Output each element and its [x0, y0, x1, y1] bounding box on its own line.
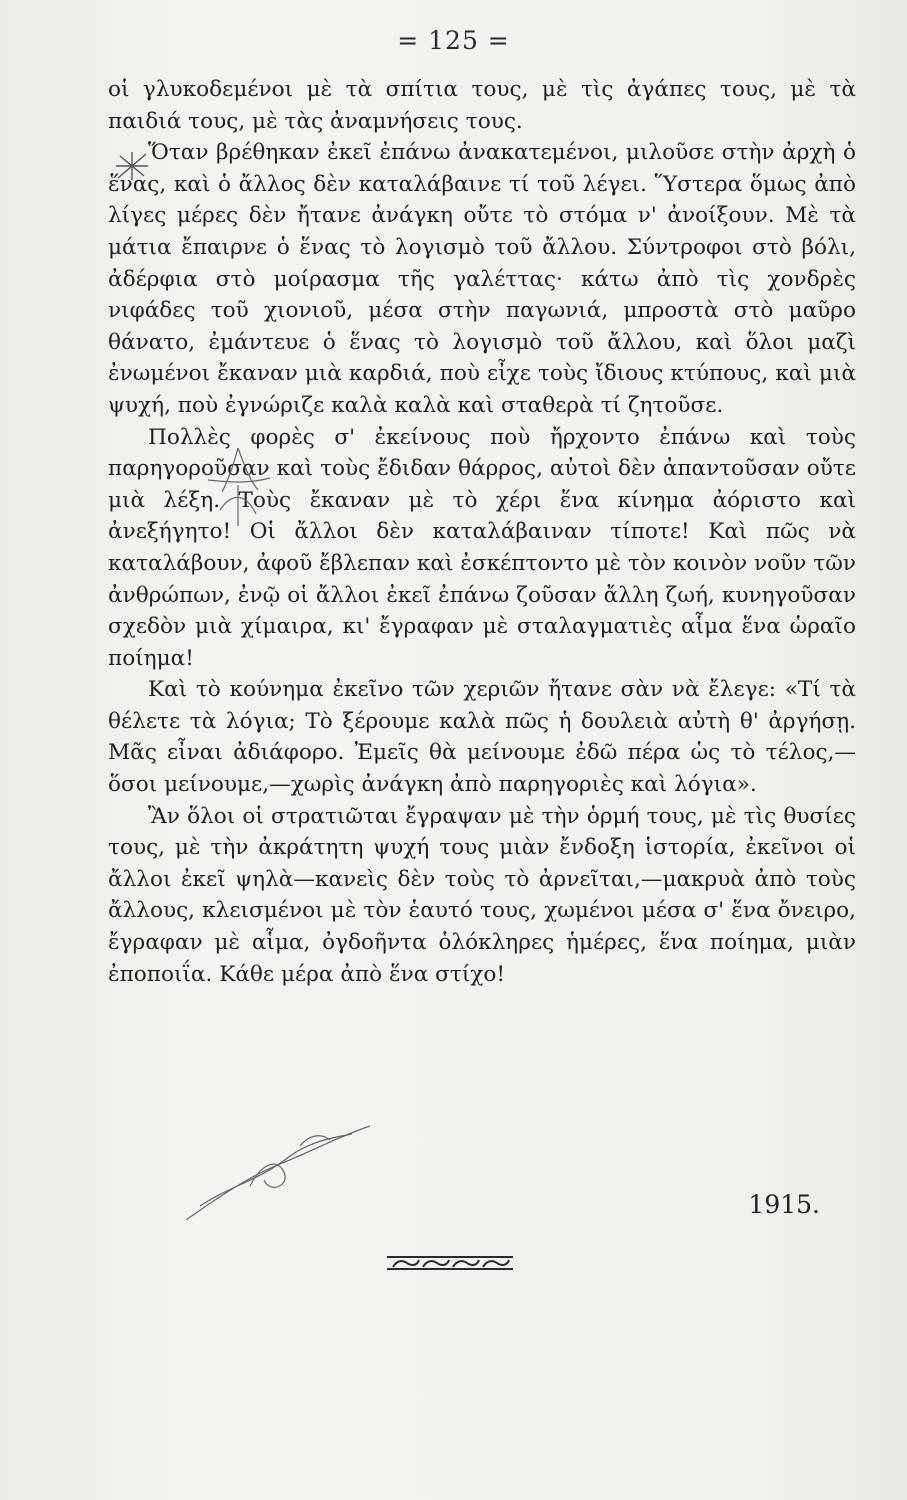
paragraph: Πολλὲς φορὲς σ' ἐκείνους ποὺ ἤρχοντο ἐπάνω καὶ τοὺς παρηγοροῦσαν καὶ τοὺς ἔδιδαν θάρρος, αὐτοὶ δὲν ἀπαντοῦσαν οὔτε μιὰ λέξη. Τοὺς ἔκαναν μὲ τὸ χέρι ἕνα κίνημα ἀόριστο καὶ ἀνεξήγητο! Οἱ ἄλλοι δὲν καταλάβαιναν τίποτε! Καὶ πῶς νὰ καταλάβουν, ἀφοῦ ἔβλεπαν καὶ ἐσκέπτοντο μὲ τὸν κοινὸν νοῦν τῶν ἀνθρώπων, ἐνῷ οἱ ἄλλοι ἐκεῖ ἐπάνω ζοῦσαν ἄλλη ζωή, κυνηγοῦσαν σχεδὸν μιὰ χίμαιρα, κι' ἔγραφαν μὲ σταλαγματιὲς αἷμα ἕνα ὡραῖο ποίημα! — [108, 424, 856, 671]
paragraph: οἱ γλυκοδεμένοι μὲ τὰ σπίτια τους, μὲ τὶς ἀγάπες τους, μὲ τὰ παιδιά τους, μὲ τὰς ἀναμνήσεις τους. — [108, 77, 856, 134]
paragraph: Ὅταν βρέθηκαν ἐκεῖ ἐπάνω ἀνακατεμένοι, μιλοῦσε στὴν ἀρχὴ ὁ ἕνας, καὶ ὁ ἄλλος δὲν καταλάβαινε τί τοῦ λέγει. Ὕστερα ὅμως ἀπὸ λίγες μέρες δὲν ἤτανε ἀνάγκη οὔτε τὸ στόμα ν' ἀνοίξουν. Μὲ τὰ μάτια ἔπαιρνε ὁ ἕνας τὸ λογισμὸ τοῦ ἄλλου. Σύντροφοι στὸ βόλι, ἀδέρφια στὸ μοίρασμα τῆς γαλέττας· κάτω ἀπὸ τὶς χονδρὲς νιφάδες τοῦ χιονιοῦ, μέσα στὴν παγωνιά, μπροστὰ στὸ μαῦρο θάνατο, ἐμάντευε ὁ ἕνας τὸ λογισμὸ τοῦ ἄλλου, καὶ ὅλοι μαζὶ ἐνωμένοι ἔκαναν μιὰ καρδιά, ποὺ εἶχε τοὺς ἴδιους κτύπους, καὶ μιὰ ψυχή, ποὺ ἐγνώριζε καλὰ καλὰ καὶ σταθερὰ τί ζητοῦσε. — [108, 140, 856, 418]
paragraph: Ἂν ὅλοι οἱ στρατιῶται ἔγραψαν μὲ τὴν ὁρμή τους, μὲ τὶς θυσίες τους, μὲ τὴν ἀκράτητη ψυχή τους μιὰν ἔνδοξη ἱστορία, ἐκεῖνοι οἱ ἄλλοι ἐκεῖ ψηλὰ—κανεὶς δὲν τοὺς τὸ ἀρνεῖται,—μακρυὰ ἀπὸ τοὺς ἄλλους, κλεισμένοι μὲ τὸν ἑαυτό τους, χωμένοι μέσα σ' ἕνα ὄνειρο, ἔγραφαν μὲ αἷμα, ὀγδοῆντα ὁλόκληρες ἡμέρες, ἕνα ποίημα, μιὰν ἐποποιΐα. Κάθε μέρα ἀπὸ ἕνα στίχο! — [108, 803, 856, 987]
page-number: = 125 = — [397, 26, 510, 55]
pencil-signature-scribble — [180, 1116, 380, 1226]
date-year: 1915. — [748, 1190, 820, 1219]
ornament-rule — [383, 1252, 517, 1274]
body-text — [108, 74, 856, 990]
paragraph: Καὶ τὸ κούνημα ἐκεῖνο τῶν χεριῶν ἤτανε σὰν νὰ ἔλεγε: «Τί τὰ θέλετε τὰ λόγια; Τὸ ξέρουμε καλὰ πῶς ἡ δουλειὰ αὐτὴ θ' ἀργήσῃ. Μᾶς εἶναι ἀδιάφορο. Ἐμεῖς θὰ μείνουμε ἐδῶ πέρα ὡς τὸ τέλος,—ὅσοι μείνουμε,—χωρὶς ἀνάγκη ἀπὸ παρηγοριὲς καὶ λόγια». — [108, 677, 856, 798]
